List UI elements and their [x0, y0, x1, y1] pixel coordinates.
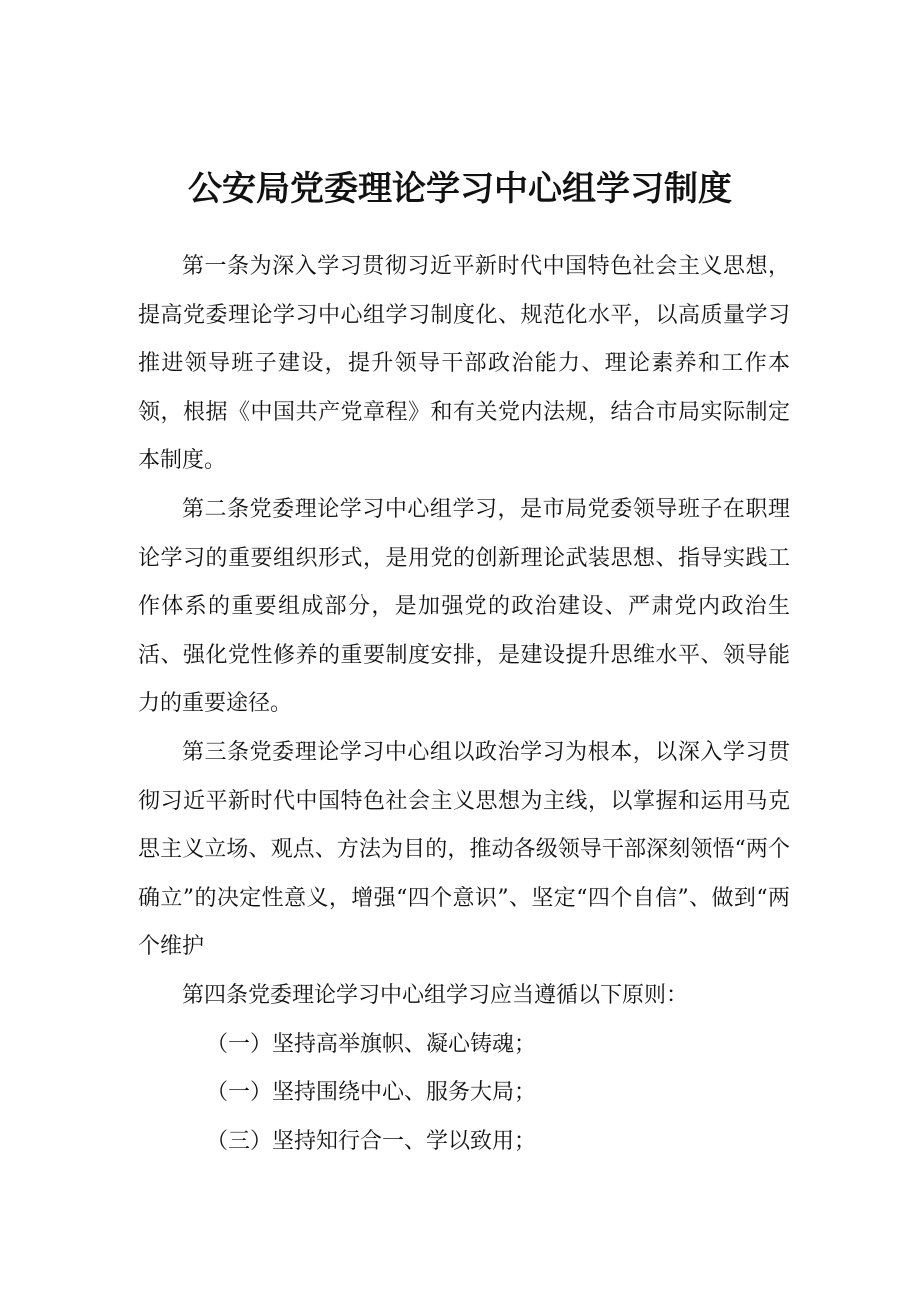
article-2-paragraph: 第二条党委理论学习中心组学习，是市局党委领导班子在职理论学习的重要组织形式，是用党的创新理论武装思想、指导实践工作体系的重要组成部分，是加强党的政治建设、严肃党内政治生活、强化党性修养的重要制度安排，是建设提升思维水平、领导能力的重要途径。 [138, 496, 790, 717]
principle-item-3: （三）坚持知行合一、学以致用； [206, 1128, 537, 1154]
principle-item-1: （一）坚持高举旗帜、凝心铸魂； [206, 1031, 537, 1057]
document-title: 公安局党委理论学习中心组学习制度 [188, 169, 732, 209]
principle-item-2: （一）坚持围绕中心、服务大局； [206, 1080, 537, 1106]
article-4-paragraph: 第四条党委理论学习中心组学习应当遵循以下原则： [182, 982, 689, 1008]
article-1-paragraph: 第一条为深入学习贯彻习近平新时代中国特色社会主义思想，提高党委理论学习中心组学习制度化、规范化水平，以高质量学习推进领导班子建设，提升领导干部政治能力、理论素养和工作本领，根据《中国共产党章程》和有关党内法规，结合市局实际制定本制度。 [138, 254, 790, 474]
document-body [138, 243, 790, 1166]
article-3-paragraph: 第三条党委理论学习中心组以政治学习为根本，以深入学习贯彻习近平新时代中国特色社会主义思想为主线，以掌握和运用马克思主义立场、观点、方法为目的，推动各级领导干部深刻领悟“两个确立”的决定性意义，增强“四个意识”、坚定“四个自信”、做到“两个维护 [138, 739, 790, 960]
